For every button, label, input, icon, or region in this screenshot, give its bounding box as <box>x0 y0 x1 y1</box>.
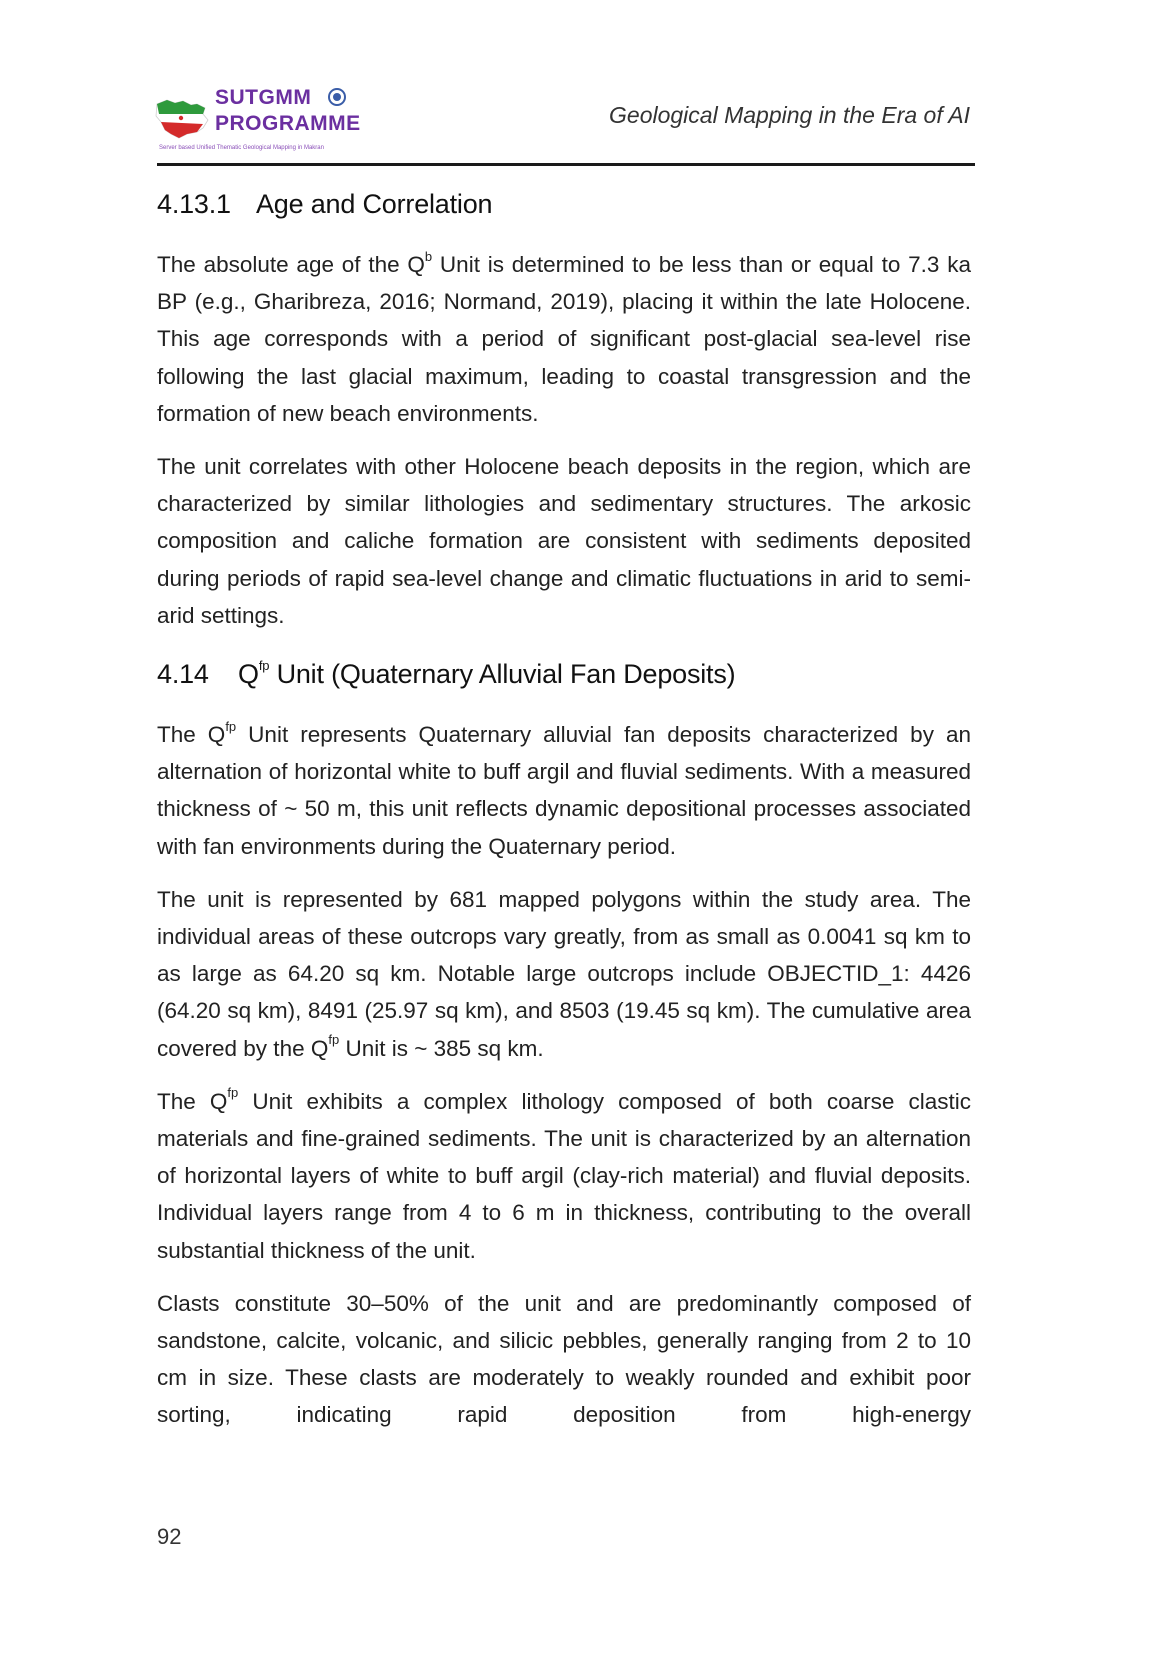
header-rule <box>157 163 975 166</box>
section-number: 4.14 <box>157 659 209 690</box>
section-heading-4-14 <box>157 656 971 716</box>
section-title: Age and Correlation <box>256 189 493 219</box>
paragraph-polygons: The unit is represented by 681 mapped polygons within the study area. The individual areas of these outcrops vary greatly, from as small as 0.0041 sq km to as large as 64.20 sq km. Notable large outcrops include OBJECTID_1: 4426 (64.20 sq km), 8491 (25.97 sq km), and 8503 (19.45 sq km). The cumulative area covered by the $Q^{fp}$ Unit is ~ 385 sq km. <box>157 886 971 1061</box>
paragraph-correlation: The unit correlates with other Holocene beach deposits in the region, which are characterized by similar lithologies and sedimentary structures. The arkosic composition and caliche formation are consistent with sediments deposited during periods of rapid sea-level change and climatic fluctuations in arid to semi-arid settings. <box>157 454 971 628</box>
section-number: 4.13.1 <box>157 189 231 219</box>
paragraph-lithology: The $Q^{fp}$ Unit exhibits a complex lithology composed of both coarse clastic materials and fine-grained sediments. The unit is characterized by an alternation of horizontal layers of white to buff argil (clay-rich material) and fluvial deposits. Individual layers range from 4 to 6 m in thickness, contributing to the overall substantial thickness of the unit. <box>157 1085 971 1263</box>
section-heading-4-13-1 <box>157 186 971 246</box>
page-header <box>157 78 975 168</box>
sutgmm-logo <box>157 82 361 154</box>
section-title: $Q^{fp}$ Unit (Quaternary Alluvial Fan Deposits) <box>238 658 736 690</box>
paragraph-age: The absolute age of the $Q^b$ Unit is determined to be less than or equal to 7.3 ka BP (e.g., Gharibreza, 2016; Normand, 2019), placing it within the late Holocene. This age corresponds with a period of significant post-glacial sea-level rise following the last glacial maximum, leading to coastal transgression and the formation of new beach environments. <box>157 248 971 426</box>
running-title: Geological Mapping in the Era of AI <box>609 102 970 128</box>
logo-line-1: SUTGMM <box>215 86 312 109</box>
paragraph-unit-overview: The $Q^{fp}$ Unit represents Quaternary alluvial fan deposits characterized by an alternation of horizontal white to buff argil and fluvial sediments. With a measured thickness of ~ 50 m, this unit reflects dynamic depositional processes associated with fan environments during the Quaternary period. <box>157 718 972 859</box>
programme-emblem-icon <box>328 88 346 106</box>
page-number: 92 <box>157 1524 182 1549</box>
iran-map-flag-icon <box>153 94 213 142</box>
page-content <box>157 186 971 1450</box>
logo-line-2: PROGRAMME <box>215 112 361 135</box>
paragraph-clasts: Clasts constitute 30–50% of the unit and are predominantly composed of sandstone, calcite, volcanic, and silicic pebbles, generally ranging from 2 to 10 cm in size. These clasts are moderately to weakly rounded and exhibit poor sorting, indicating rapid deposition from high-energy <box>157 1290 971 1428</box>
logo-tagline: Server based Unified Thematic Geological Mapping in Makran <box>159 145 324 151</box>
